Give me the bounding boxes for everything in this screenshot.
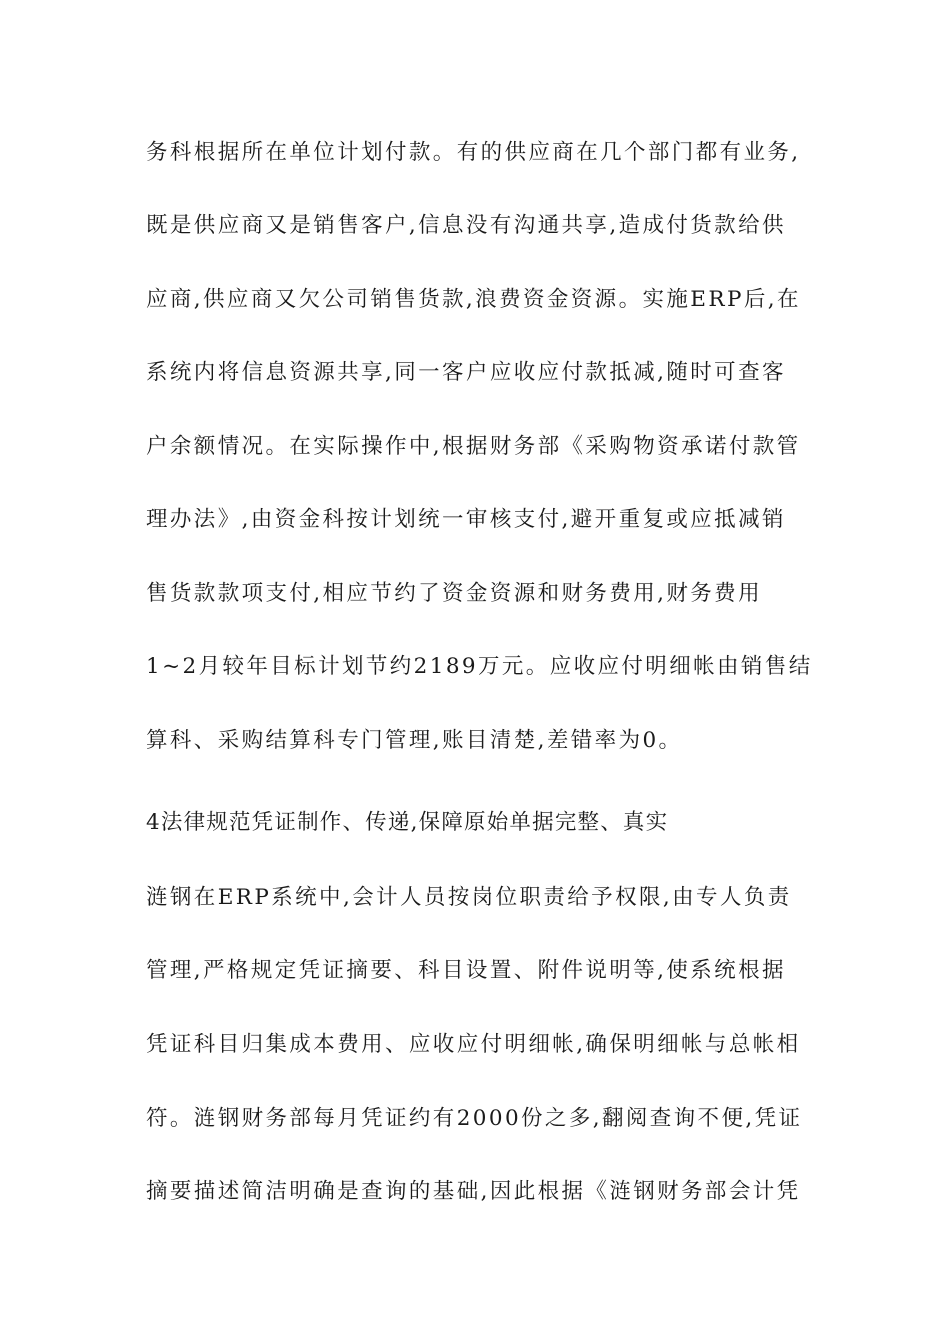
body-text-line: 符。涟钢财务部每月凭证约有2000份之多,翻阅查询不便,凭证 <box>146 1106 803 1131</box>
body-text-line: 既是供应商又是销售客户,信息没有沟通共享,造成付货款给供 <box>146 213 786 238</box>
body-text-line: 凭证科目归集成本费用、应收应付明细帐,确保明细帐与总帐相 <box>146 1032 801 1057</box>
body-text-line: 务科根据所在单位计划付款。有的供应商在几个部门都有业务, <box>146 140 801 165</box>
body-text-line: 系统内将信息资源共享,同一客户应收应付款抵减,随时可查客 <box>146 360 786 385</box>
body-text-line: 售货款款项支付,相应节约了资金资源和财务费用,财务费用 <box>146 581 762 606</box>
body-text-line: 涟钢在ERP系统中,会计人员按岗位职责给予权限,由专人负责 <box>146 885 792 910</box>
section-heading: 4法律规范凭证制作、传递,保障原始单据完整、真实 <box>146 810 669 835</box>
body-text-line: 理办法》,由资金科按计划统一审核支付,避开重复或应抵减销 <box>146 507 786 532</box>
body-text-line: 应商,供应商又欠公司销售货款,浪费资金资源。实施ERP后,在 <box>146 287 801 312</box>
body-text-line: 1~2月较年目标计划节约2189万元。应收应付明细帐由销售结 <box>146 654 813 679</box>
body-text-line: 算科、采购结算科专门管理,账目清楚,差错率为0。 <box>146 728 683 753</box>
body-text-line: 摘要描述简洁明确是查询的基础,因此根据《涟钢财务部会计凭 <box>146 1179 801 1204</box>
body-text-line: 管理,严格规定凭证摘要、科目设置、附件说明等,使系统根据 <box>146 958 786 983</box>
body-text-line: 户余额情况。在实际操作中,根据财务部《采购物资承诺付款管 <box>146 434 801 459</box>
